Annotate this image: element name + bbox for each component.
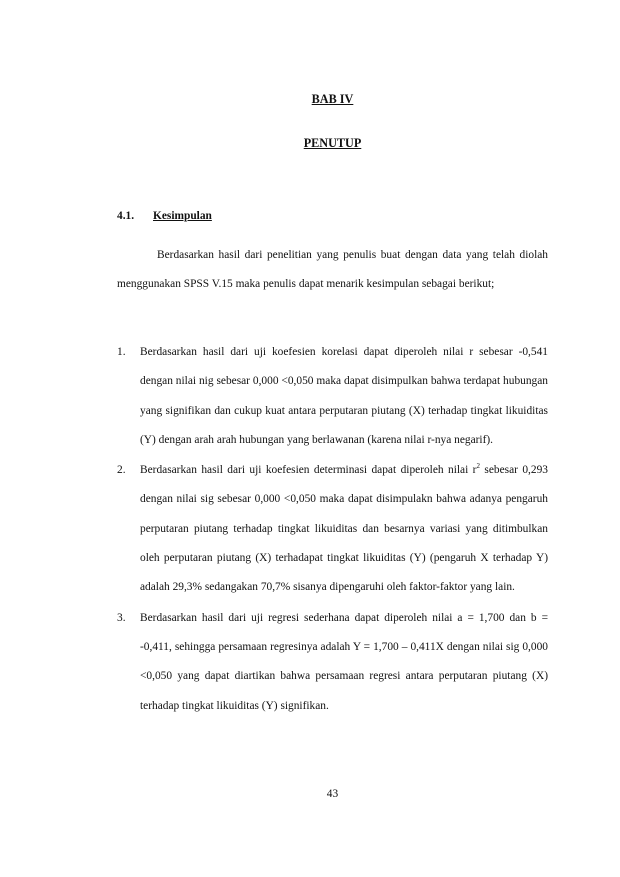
page-number: 43 <box>326 788 339 800</box>
list-item-text-start: Berdasarkan hasil dari uji koefesien determinasi dapat diperoleh nilai r <box>140 464 477 477</box>
list-item-text: Berdasarkan hasil dari uji koefesien korelasi dapat diperoleh nilai r sebesar -0,541 dengan nilai nig sebesar 0,000 <0,050 maka dapat disimpulkan bahwa terdapat hubungan yang signifikan dan cukup kuat antara perputaran piutang (X) terhadap tingkat likuiditas (Y) dengan arah arah hubungan yang berlawanan (karena nilai r-nya negarif). <box>140 346 548 446</box>
list-item-marker: 3. <box>117 611 126 624</box>
intro-paragraph <box>117 241 548 300</box>
chapter-label: BAB IV <box>311 92 354 106</box>
conclusion-list <box>117 338 548 721</box>
list-item-text: Berdasarkan hasil dari uji regresi sederhana dapat diperoleh nilai a = 1,700 dan b = -0,411, sehingga persamaan regresinya adalah Y = 1,700 – 0,411X dengan nilai sig 0,000 <0,050 yang dapat diartikan bahwa persamaan regresi antara perputaran piutang (X) terhadap tingkat likuiditas (Y) signifikan. <box>140 611 548 712</box>
list-item-text-end: sebesar 0,293 dengan nilai sig sebesar 0,000 <0,050 maka dapat disimpulakn bahwa adanya pengaruh perputaran piutang terhadap tingkat likuiditas dan besarnya variasi yang ditimbulkan oleh perputaran piutang (X) terhadapat tingkat likuiditas (Y) (pengaruh X terhadap Y) adalah 29,3% sedangakan 70,7% sisanya dipengaruhi oleh faktor-faktor yang lain. <box>140 464 548 594</box>
superscript-two: 2 <box>476 462 480 471</box>
list-item <box>117 604 548 721</box>
chapter-title: PENUTUP <box>303 136 362 150</box>
section-title: Kesimpulan <box>153 210 212 222</box>
section-heading <box>117 210 212 222</box>
intro-text: Berdasarkan hasil dari penelitian yang penulis buat dengan data yang telah diolah menggunakan SPSS V.15 maka penulis dapat menarik kesimpulan sebagai berikut; <box>117 249 548 291</box>
list-item <box>117 338 548 455</box>
list-item-marker: 2. <box>117 464 126 477</box>
list-item-marker: 1. <box>117 346 126 358</box>
section-number: 4.1. <box>117 210 135 222</box>
list-item <box>117 456 548 602</box>
